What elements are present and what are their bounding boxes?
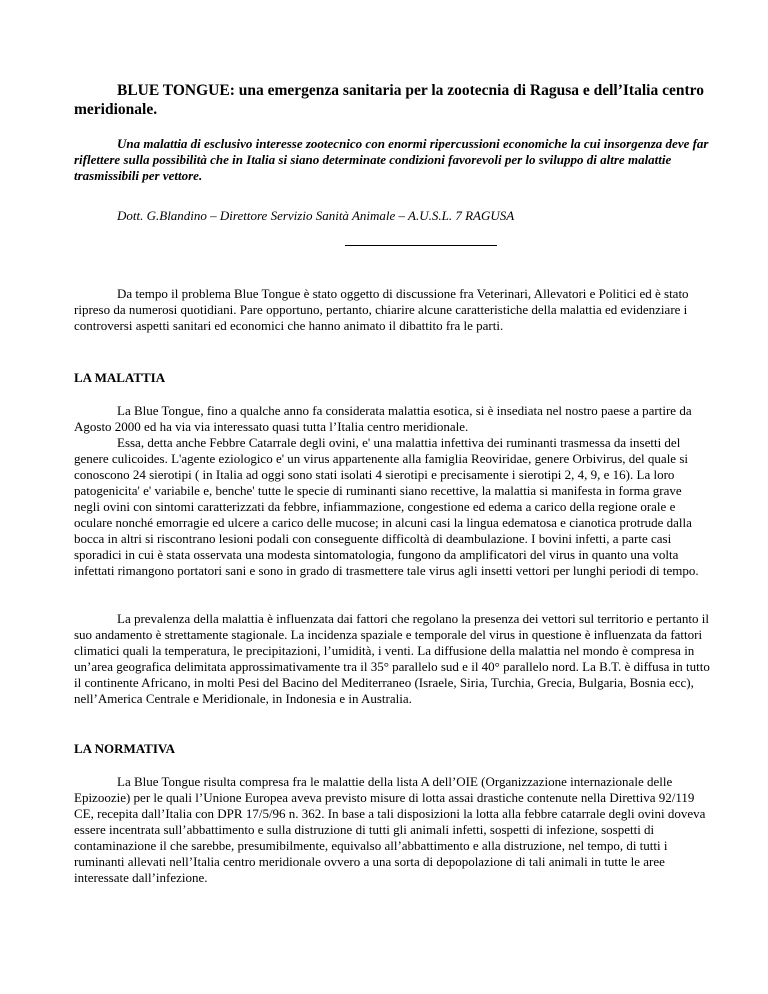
- opening-paragraph: Da tempo il problema Blue Tongue è stato oggetto di discussione fra Veterinari, Allevatori e Politici ed è stato ripreso da numerosi quotidiani. Pare opportuno, pertanto, chiarire alcune caratteristiche della malattia ed evidenziare i controversi aspetti sanitari ed economici che hanno animato il dibattito fra le parti.: [74, 286, 689, 333]
- author-line: Dott. G.Blandino – Direttore Servizio Sanità Animale – A.U.S.L. 7 RAGUSA: [117, 208, 515, 223]
- section-heading-malattia: LA MALATTIA: [74, 370, 166, 385]
- malattia-paragraph-2: Essa, detta anche Febbre Catarrale degli ovini, e' una malattia infettiva dei ruminanti trasmessa da insetti del genere culicoides. L'agente eziologico e' un virus appartenente alla famiglia Reoviridae, genere Orbivirus, del quale si conoscono 24 sierotipi ( in Italia ad oggi sono stati isolati 4 sierotipi e precisamente i sierotipi 2, 4, 9, e 16). La loro patogenicita' e' variabile e, benche' tutte le specie di ruminanti siano recettive, la malattia si manifesta in forma grave negli ovini con sintomi caratterizzati da febbre, infiammazione, congestione ed edema a carico della regione orale e oculare nonché emorragie ed ulcere a carico delle mucose; in alcuni casi la lingua edematosa e cianotica protrude dalla bocca in altri si riscontrano lesioni podali con conseguente difficoltà di deambulazione. I bovini infetti, a parte casi sporadici in cui è stata osservata una modesta sintomatologia, fungono da amplificatori del virus in quanto una volta infettati rimangono portatori sani e sono in grado di trasmettere tale virus agli insetti vettori per lunghi periodi di tempo.: [74, 435, 699, 578]
- malattia-paragraph-3: La prevalenza della malattia è influenzata dai fattori che regolano la presenza dei vettori sul territorio e pertanto il suo andamento è strettamente stagionale. La incidenza spaziale e temporale del virus in questione è influenzata da fattori climatici quali la temperatura, le precipitazioni, l’umidità, i venti. La diffusione della malattia nel mondo è compresa in un’area geografica delimitata approssimativamente tra il 35° parallelo sud e il 40° parallelo nord. La B.T. è diffusa in tutto il continente Africano, in molti Pesi del Bacino del Mediterraneo (Israele, Siria, Turchia, Grecia, Bulgaria, Bosnia ecc), nell’America Centrale e Meridionale, in Indonesia e in Australia.: [74, 611, 710, 706]
- document-title: BLUE TONGUE: una emergenza sanitaria per la zootecnia di Ragusa e dell’Italia centro meridionale.: [74, 82, 704, 118]
- section-heading-normativa: LA NORMATIVA: [74, 741, 176, 756]
- malattia-paragraph-1: La Blue Tongue, fino a qualche anno fa considerata malattia esotica, si è insediata nel nostro paese a partire da Agosto 2000 ed ha via via interessato quasi tutta l’Italia centro meridionale.: [74, 403, 692, 434]
- separator-line: [345, 245, 497, 246]
- document-abstract: Una malattia di esclusivo interesse zootecnico con enormi ripercussioni economiche la cui insorgenza deve far riflettere sulla possibilità che in Italia si siano determinate condizioni favorevoli per lo sviluppo di altre malattie trasmissibili per vettore.: [74, 136, 709, 183]
- normativa-paragraph-1: La Blue Tongue risulta compresa fra le malattie della lista A dell’OIE (Organizzazione internazionale delle Epizoozie) per le quali l’Unione Europea aveva previsto misure di lotta assai drastiche contenute nella Direttiva 92/119 CE, recepita dall’Italia con DPR 17/5/96 n. 362. In base a tali disposizioni la lotta alla febbre catarrale degli ovini doveva essere incentrata sull’abbattimento e sulla distruzione di tutti gli animali infetti, sospetti di infezione, sospetti di contaminazione il che sarebbe, presumibilmente, equivalso all’abbattimento e alla distruzione, nel tempo, di tutti i ruminanti allevati nell’Italia centro meridionale ovvero a una sorta di depopolazione di tali animali in tutte le aree interessate dall’infezione.: [74, 774, 706, 885]
